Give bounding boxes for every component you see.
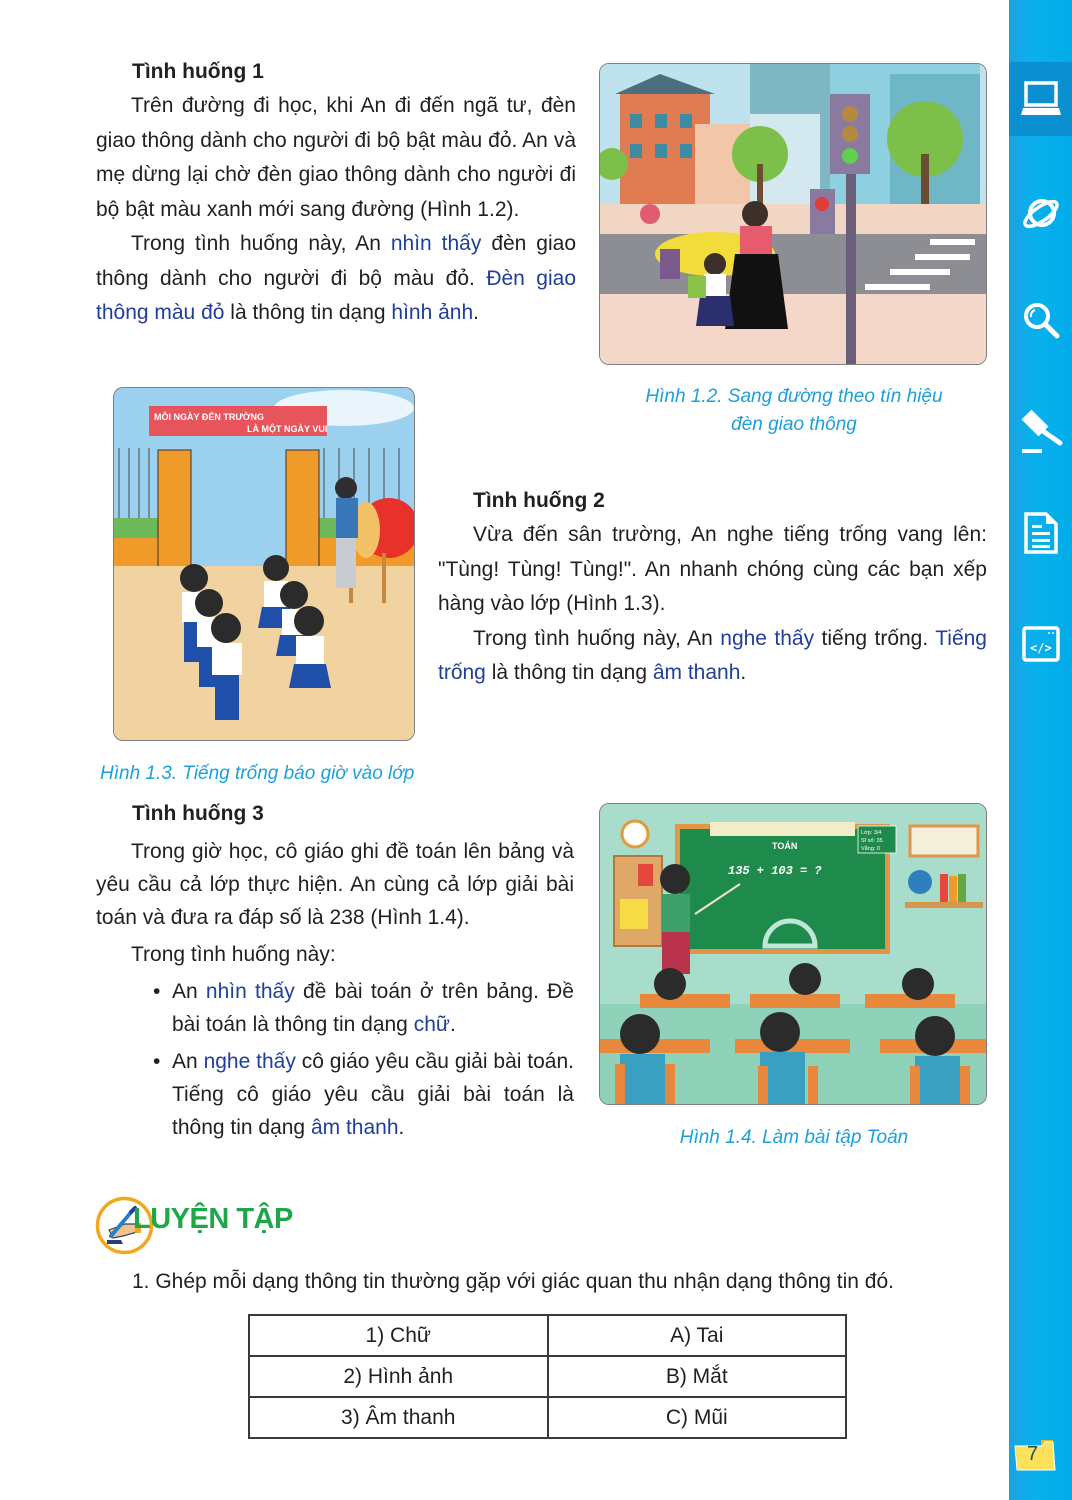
highlight-term: Đèn giao thông màu đỏ <box>96 266 577 324</box>
text-run: là thông tin dạng <box>224 301 392 324</box>
text-run: là thông tin dạng <box>485 661 653 684</box>
highlight-term: chữ <box>413 1013 450 1036</box>
caption-line: đèn giao thông <box>731 414 857 435</box>
computer-icon <box>1021 81 1061 117</box>
table-cell-sense: C) Mũi <box>548 1397 847 1438</box>
board-note: Vắng: 0 <box>861 846 880 852</box>
chapter-sidebar <box>1009 0 1072 1500</box>
situation-3-heading: Tình huống 3 <box>132 802 264 825</box>
svg-text:</>: </> <box>1029 641 1052 655</box>
table-cell-sense: A) Tai <box>548 1315 847 1356</box>
text-run: An <box>172 980 206 1003</box>
table-cell-info-type: 2) Hình ảnh <box>249 1356 548 1397</box>
situation-2-paragraph-2 <box>438 622 987 691</box>
highlight-term: âm thanh <box>310 1116 399 1139</box>
situation-2-text <box>438 518 987 691</box>
situation-3-paragraph-2: Trong tình huống này: <box>131 943 336 966</box>
situation-1-text <box>96 89 576 331</box>
banner-text-line-1: MỖI NGÀY ĐẾN TRƯỜNG <box>154 412 264 422</box>
sidebar-item-gavel[interactable] <box>1009 395 1072 469</box>
text-run: Trong tình huống này, An <box>473 626 721 650</box>
bullet-item <box>96 1045 574 1144</box>
figure-1-3-caption: Hình 1.3. Tiếng trống báo giờ vào lớp <box>100 763 415 784</box>
page-number-folder <box>1013 1438 1056 1472</box>
figure-1-3-school-gate <box>113 387 415 741</box>
text-run: cô giáo yêu cầu giải bài toán. Tiếng cô giáo yêu cầu giải bài toán là thông tin dạng <box>172 1050 574 1139</box>
caption-line: Hình 1.2. Sang đường theo tín hiệu <box>645 386 943 407</box>
document-icon <box>1022 511 1060 555</box>
practice-question: 1. Ghép mỗi dạng thông tin thường gặp với giác quan thu nhận dạng thông tin đó. <box>132 1270 894 1293</box>
table-cell-sense: B) Mắt <box>548 1356 847 1397</box>
text-run: đề bài toán ở trên bảng. Đề bài toán là thông tin dạng <box>172 980 574 1036</box>
highlight-term: hình ảnh <box>391 301 474 324</box>
bullet-item <box>96 975 574 1041</box>
board-subject: TOÁN <box>772 841 798 851</box>
situation-1-paragraph-2 <box>96 227 576 331</box>
text-run: An <box>172 1050 204 1073</box>
banner-text-line-2: LÀ MỘT NGÀY VUI <box>247 424 328 434</box>
highlight-term: nhìn thấy <box>390 232 482 255</box>
text-run: . <box>740 661 747 684</box>
bullet-dot: • <box>153 980 161 1003</box>
sidebar-item-computer[interactable] <box>1009 62 1072 136</box>
text-run: đèn giao thông dành cho người đi bộ màu đỏ. <box>96 232 576 290</box>
highlight-term: nghe thấy <box>720 626 815 650</box>
street-scene-illustration <box>600 64 987 365</box>
table-row <box>249 1315 846 1356</box>
practice-section-title: LUYỆN TẬP <box>133 1203 293 1235</box>
sidebar-item-planet[interactable] <box>1009 176 1072 250</box>
table-row <box>249 1356 846 1397</box>
figure-1-4-caption: Hình 1.4. Làm bài tập Toán <box>679 1127 909 1148</box>
sidebar-item-code[interactable] <box>1009 607 1072 681</box>
text-run: . <box>473 301 479 324</box>
gavel-icon <box>1018 407 1064 457</box>
sidebar-item-document[interactable] <box>1009 496 1072 570</box>
text-run: tiếng trống. <box>814 626 936 650</box>
highlight-term: âm thanh <box>652 661 741 684</box>
table-cell-info-type: 3) Âm thanh <box>249 1397 548 1438</box>
planet-icon <box>1021 194 1061 232</box>
situation-1-paragraph-1: Trên đường đi học, khi An đi đến ngã tư, đèn giao thông dành cho người đi bộ bật màu đỏ. An và mẹ dừng lại chờ đèn giao thông dành cho người đi bộ bật màu xanh mới sang đường (Hình 1.2). <box>96 94 576 221</box>
search-icon <box>1021 300 1061 340</box>
situation-3-paragraph-1: Trong giờ học, cô giáo ghi đề toán lên bảng và yêu cầu cả lớp thực hiện. An cùng cả lớp giải bài toán và đưa ra đáp số là 238 (Hình 1.4). <box>96 840 574 929</box>
text-run: Trong tình huống này, An <box>131 232 391 255</box>
matching-table <box>248 1314 847 1439</box>
highlight-term: Tiếng trống <box>438 626 987 684</box>
page-number: 7 <box>1027 1443 1039 1465</box>
sidebar-item-search[interactable] <box>1009 283 1072 357</box>
board-note: Sĩ số: 35 <box>861 838 883 844</box>
text-run: . <box>398 1116 405 1139</box>
bullet-dot: • <box>153 1050 161 1073</box>
board-note: Lớp: 3/4 <box>861 830 882 836</box>
board-equation: 135 + 103 = ? <box>728 864 822 878</box>
highlight-term: nhìn thấy <box>205 980 295 1003</box>
school-gate-illustration <box>114 388 415 741</box>
figure-1-4-classroom <box>599 803 987 1105</box>
text-run: . <box>449 1013 456 1036</box>
situation-3-text <box>96 835 574 1144</box>
table-row <box>249 1397 846 1438</box>
figure-1-2-street-crossing <box>599 63 987 365</box>
figure-1-2-caption <box>600 383 988 439</box>
table-cell-info-type: 1) Chữ <box>249 1315 548 1356</box>
situation-2-heading: Tình huống 2 <box>473 489 605 512</box>
classroom-illustration <box>600 804 987 1105</box>
code-window-icon <box>1021 624 1061 664</box>
situation-1-heading: Tình huống 1 <box>132 60 264 83</box>
highlight-term: nghe thấy <box>203 1050 296 1073</box>
situation-2-paragraph-1: Vừa đến sân trường, An nghe tiếng trống vang lên: "Tùng! Tùng! Tùng!". An nhanh chóng cùng các bạn xếp hàng vào lớp (Hình 1.3). <box>438 523 987 615</box>
